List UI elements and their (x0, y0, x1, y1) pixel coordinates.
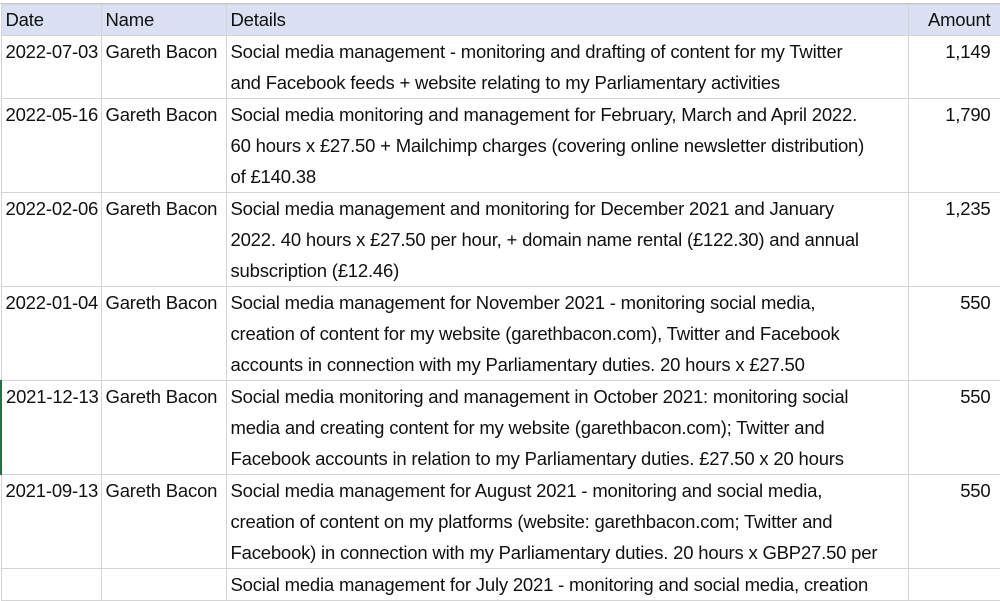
details-line: Facebook) in connection with my Parliamentary duties. 20 hours x GBP27.50 per (230, 542, 878, 563)
date-cell[interactable]: 2022-07-03 (1, 36, 101, 99)
details-line: 2022. 40 hours x £27.50 per hour, + domain name rental (£122.30) and annual (230, 229, 859, 250)
amount-cell[interactable]: 550 (908, 381, 1000, 475)
name-cell[interactable]: Gareth Bacon (101, 381, 226, 475)
details-cell[interactable] (226, 99, 908, 193)
details-line: of £140.38 (230, 166, 316, 187)
details-cell[interactable] (226, 287, 908, 381)
name-cell[interactable]: Gareth Bacon (101, 287, 226, 381)
details-cell[interactable] (226, 381, 908, 475)
amount-cell[interactable]: 1,790 (908, 99, 1000, 193)
table-row (1, 475, 1000, 569)
table-row (1, 99, 1000, 193)
name-cell[interactable]: Gareth Bacon (101, 36, 226, 99)
details-line: Social media monitoring and management in October 2021: monitoring social (230, 386, 849, 407)
name-cell[interactable] (101, 569, 226, 601)
amount-cell[interactable]: 1,149 (908, 36, 1000, 99)
details-line: Social media management for November 2021 - monitoring social media, (230, 292, 816, 313)
details-line: Social media monitoring and management for February, March and April 2022. (230, 104, 858, 125)
details-cell[interactable] (226, 193, 908, 287)
date-cell[interactable] (1, 569, 101, 601)
details-line: subscription (£12.46) (230, 260, 400, 281)
date-cell[interactable]: 2021-09-13 (1, 475, 101, 569)
header-row (1, 5, 1000, 36)
date-cell[interactable]: 2021-12-13 (1, 381, 101, 475)
details-line: and Facebook feeds + website relating to my Parliamentary activities (230, 72, 780, 93)
name-cell[interactable]: Gareth Bacon (101, 193, 226, 287)
details-line: creation of content on my platforms (website: garethbacon.com; Twitter and (230, 511, 833, 532)
details-line: Social media management and monitoring for December 2021 and January (230, 198, 834, 219)
date-cell[interactable]: 2022-01-04 (1, 287, 101, 381)
amount-cell[interactable]: 550 (908, 287, 1000, 381)
amount-cell[interactable]: 550 (908, 475, 1000, 569)
amount-cell[interactable] (908, 569, 1000, 601)
details-line: Social media management - monitoring and drafting of content for my Twitter (230, 41, 843, 62)
header-details[interactable]: Details (226, 5, 908, 36)
details-line: 60 hours x £27.50 + Mailchimp charges (covering online newsletter distribution) (230, 135, 865, 156)
amount-cell[interactable]: 1,235 (908, 193, 1000, 287)
details-line: creation of content for my website (garethbacon.com), Twitter and Facebook (230, 323, 840, 344)
table-row (1, 36, 1000, 99)
details-line: Social media management for August 2021 - monitoring and social media, (230, 480, 823, 501)
table-row (1, 381, 1000, 475)
table-row (1, 287, 1000, 381)
details-line: Social media management for July 2021 - monitoring and social media, creation (230, 574, 869, 595)
table-row (1, 569, 1000, 601)
date-cell[interactable]: 2022-02-06 (1, 193, 101, 287)
expenses-table (0, 4, 1000, 601)
header-date[interactable]: Date (1, 5, 101, 36)
details-cell[interactable] (226, 569, 908, 601)
details-line: media and creating content for my website (garethbacon.com); Twitter and (230, 417, 825, 438)
details-line: Facebook accounts in relation to my Parliamentary duties. £27.50 x 20 hours (230, 448, 844, 469)
header-amount[interactable]: Amount (908, 5, 1000, 36)
details-line: accounts in connection with my Parliamentary duties. 20 hours x £27.50 (230, 354, 805, 375)
name-cell[interactable]: Gareth Bacon (101, 99, 226, 193)
header-name[interactable]: Name (101, 5, 226, 36)
date-cell[interactable]: 2022-05-16 (1, 99, 101, 193)
details-cell[interactable] (226, 475, 908, 569)
table-row (1, 193, 1000, 287)
details-cell[interactable] (226, 36, 908, 99)
name-cell[interactable]: Gareth Bacon (101, 475, 226, 569)
